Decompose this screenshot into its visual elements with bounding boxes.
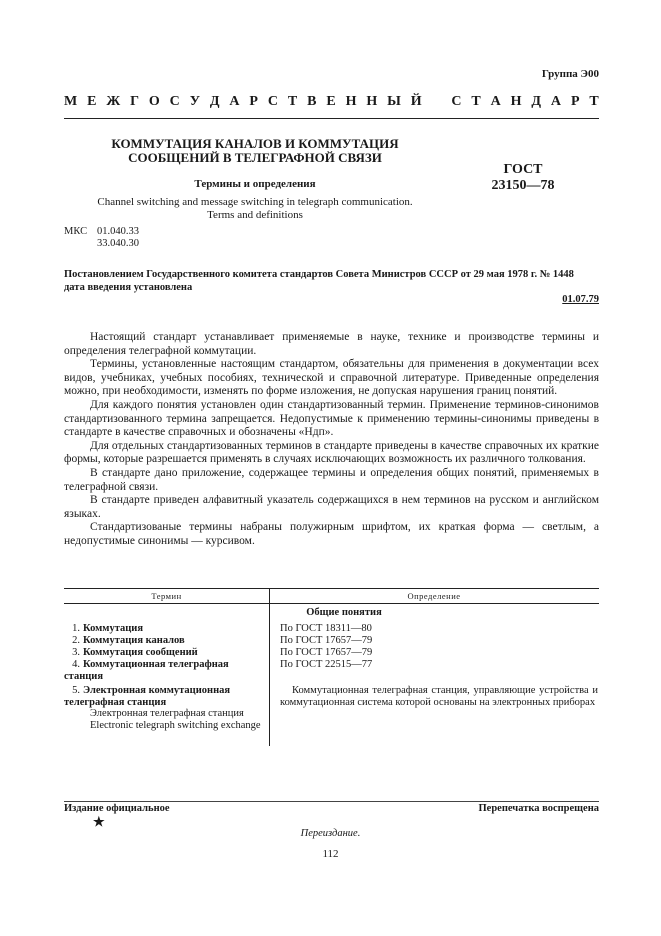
banner-letter: С bbox=[451, 94, 462, 109]
term-number: 4. bbox=[72, 659, 80, 670]
paragraph: Для отдельных стандартизованных терминов в стандарте приведены в качестве справочных их краткие формы, которые разрешается применять в случаях исключающих возможность их различного толкования. bbox=[64, 439, 599, 466]
column-header-term: Термин bbox=[151, 591, 182, 601]
top-rule bbox=[64, 118, 599, 119]
banner-letter: Д bbox=[209, 94, 220, 109]
reprint-notice: Перепечатка воспрещена bbox=[478, 803, 599, 814]
definition: По ГОСТ 17657—79 bbox=[280, 635, 373, 646]
footer-rule bbox=[64, 801, 599, 802]
effective-date: 01.07.79 bbox=[562, 294, 599, 305]
banner-letter: Ы bbox=[387, 94, 401, 109]
document-title bbox=[100, 137, 410, 165]
banner-letter: Д bbox=[531, 94, 542, 109]
table-row bbox=[64, 685, 264, 731]
term-short-form: Электронная телеграфная станция bbox=[90, 708, 244, 719]
banner-letter: Р bbox=[249, 94, 258, 109]
banner-letter: Ж bbox=[106, 94, 121, 109]
banner-letter: Г bbox=[130, 94, 139, 109]
title-line-2: СООБЩЕНИЙ В ТЕЛЕГРАФНОЙ СВЯЗИ bbox=[128, 150, 382, 165]
paragraph: В стандарте дано приложение, содержащее термины и определения общих понятий, применяемых в телеграфной связи. bbox=[64, 466, 599, 493]
banner-letter: Н bbox=[510, 94, 522, 109]
banner-letter: О bbox=[148, 94, 160, 109]
gost-label: ГОСТ bbox=[503, 162, 543, 177]
group-code: Группа Э00 bbox=[541, 68, 599, 80]
decree-line-2: дата введения установлена bbox=[64, 282, 193, 293]
term-number: 5. bbox=[72, 685, 80, 696]
banner-letter: А bbox=[550, 94, 562, 109]
banner-letter: С bbox=[267, 94, 278, 109]
paragraph: Стандартизованые термины набраны полужирным шрифтом, их краткая форма — светлым, а недопустимые синонимы — курсивом. bbox=[64, 521, 599, 547]
term: Электронная коммутационная телеграфная станция bbox=[64, 685, 231, 708]
paragraph: Настоящий стандарт устанавливает применяемые в науке, технике и производстве термины и определения телеграфной коммутации. bbox=[64, 331, 599, 357]
table-row bbox=[64, 647, 264, 659]
mks-code-2: 33.040.30 bbox=[97, 238, 139, 249]
table-header-rule bbox=[64, 603, 599, 604]
table-top-rule bbox=[64, 588, 599, 589]
table-row bbox=[64, 659, 264, 682]
definition: По ГОСТ 22515—77 bbox=[280, 659, 373, 670]
banner-letter: А bbox=[229, 94, 240, 109]
term: Коммутационная телеграфная станция bbox=[64, 659, 229, 682]
section-heading: Общие понятия bbox=[306, 607, 382, 618]
decree bbox=[64, 268, 599, 294]
column-header-definition: Определение bbox=[407, 591, 461, 601]
definition: Коммутационная телеграфная станция, управляющие устройства и коммутационная система которой основаны на электронных приборах bbox=[280, 685, 598, 708]
banner-letter: Т bbox=[589, 94, 599, 109]
official-edition: Издание официальное bbox=[64, 803, 170, 814]
definition: По ГОСТ 17657—79 bbox=[280, 647, 373, 658]
banner-letter: Р bbox=[570, 94, 580, 109]
banner-letter: Т bbox=[471, 94, 481, 109]
title-line-1: КОММУТАЦИЯ КАНАЛОВ И КОММУТАЦИЯ bbox=[111, 136, 399, 151]
term-english: Electronic telegraph switching exchange bbox=[90, 719, 261, 731]
banner-letter: Е bbox=[87, 94, 97, 109]
standard-banner bbox=[64, 94, 599, 110]
star-icon: ★ bbox=[93, 814, 105, 829]
title-en-line-2: Terms and definitions bbox=[207, 209, 303, 221]
term-number: 1. bbox=[72, 623, 80, 634]
definition: По ГОСТ 18311—80 bbox=[280, 623, 372, 634]
mks-label: МКС bbox=[64, 226, 88, 237]
decree-line-1: Постановлением Государственного комитета стандартов Совета Министров СССР от 29 мая 1978 г. № 1448 bbox=[64, 269, 574, 280]
gost-number: 23150—78 bbox=[491, 178, 555, 193]
mks-codes bbox=[64, 226, 139, 249]
banner-letter: В bbox=[307, 94, 317, 109]
banner-letter: Н bbox=[366, 94, 378, 109]
title-english bbox=[80, 196, 430, 222]
banner-letter: А bbox=[490, 94, 501, 109]
body-text bbox=[64, 331, 599, 549]
banner-letter: С bbox=[169, 94, 180, 109]
paragraph: Для каждого понятия установлен один стандартизованный термин. Применение терминов-синонимов стандартизованного термина запрещается. Недопустимые к применению термины-синонимы приведены в стандарте в качестве справочных и обозначены «Ндп». bbox=[64, 398, 599, 439]
term-number: 2. bbox=[72, 635, 80, 646]
banner-letter: У bbox=[189, 94, 200, 109]
banner-letter: Н bbox=[345, 94, 357, 109]
subtitle-ru: Термины и определения bbox=[194, 178, 316, 190]
page-number: 112 bbox=[322, 848, 339, 860]
term-number: 3. bbox=[72, 647, 80, 658]
gost-designation bbox=[483, 162, 563, 194]
term: Коммутация bbox=[83, 623, 144, 634]
banner-letter: М bbox=[64, 94, 78, 109]
table-row bbox=[64, 635, 264, 647]
term: Коммутация сообщений bbox=[83, 647, 198, 658]
term: Коммутация каналов bbox=[83, 635, 185, 646]
banner-letter: Й bbox=[410, 94, 422, 109]
mks-code-1: 01.040.33 bbox=[97, 226, 139, 237]
paragraph: Термины, установленные настоящим стандартом, обязательны для применения в документации всех видов, учебниках, учебных пособиях, технической и справочной литературе. Приведенные определения можно, при необходимости, изменять по форме изложения, не допуская нарушения границ понятий. bbox=[64, 358, 599, 398]
reissue-note: Переиздание. bbox=[300, 828, 361, 839]
paragraph: В стандарте приведен алфавитный указатель содержащихся в нем терминов на русском и английском языках. bbox=[64, 494, 599, 520]
title-en-line-1: Channel switching and message switching in telegraph communication. bbox=[97, 196, 413, 208]
table-row bbox=[64, 623, 264, 635]
banner-letter: Т bbox=[287, 94, 298, 109]
banner-letter: Е bbox=[326, 94, 336, 109]
